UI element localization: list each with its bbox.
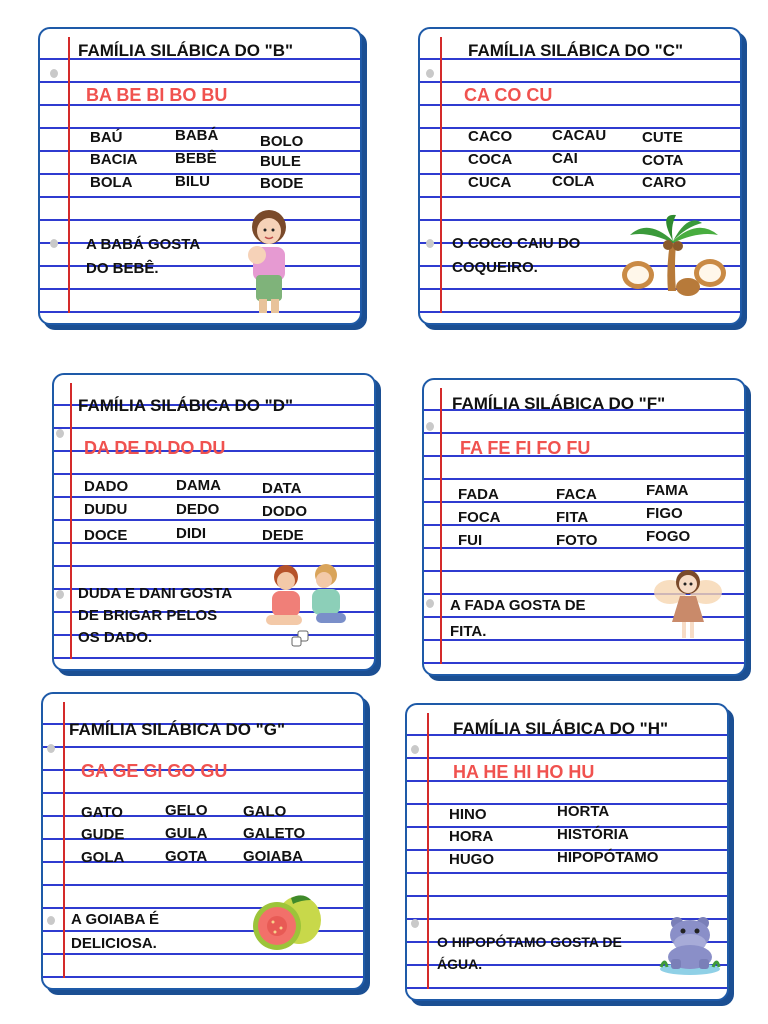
card-f — [422, 378, 746, 676]
word: DUDU — [84, 501, 128, 518]
word: FIGO — [646, 505, 683, 522]
syllables: GA GE GI GO GU — [81, 761, 228, 781]
kids-fighting-illustration — [258, 561, 354, 651]
sentence-line: A GOIABA É — [71, 911, 160, 928]
punch-hole — [426, 599, 434, 608]
syllables: DA DE DI DO DU — [84, 438, 226, 458]
sentence-line: A FADA GOSTA DE — [450, 597, 586, 614]
sentence-line: COQUEIRO. — [452, 259, 538, 276]
sentence-line: O COCO CAIU DO — [452, 235, 581, 252]
sentence-line: ÁGUA. — [437, 956, 483, 972]
punch-hole — [426, 239, 434, 248]
card-title: FAMÍLIA SILÁBICA DO "D" — [78, 396, 294, 415]
word: GELO — [165, 802, 208, 819]
word: BABÁ — [175, 127, 219, 144]
word: DEDE — [262, 527, 304, 544]
word: FOCA — [458, 509, 501, 526]
word: COCA — [468, 151, 513, 168]
syllables: CA CO CU — [464, 85, 553, 105]
word: DOCE — [84, 527, 128, 544]
word: HORA — [449, 828, 494, 845]
word: FUI — [458, 532, 483, 549]
card-title: FAMÍLIA SILÁBICA DO "C" — [468, 41, 684, 60]
word: BOLA — [90, 174, 133, 191]
punch-hole — [426, 69, 434, 78]
word: GALO — [243, 803, 287, 820]
sentence-line: OS DADO. — [78, 629, 153, 646]
card-b — [38, 27, 362, 325]
word: COLA — [552, 173, 595, 190]
word: FACA — [556, 486, 597, 503]
word: GOIABA — [243, 848, 303, 865]
punch-hole — [47, 916, 55, 925]
word: FOTO — [556, 532, 598, 549]
word: GUDE — [81, 826, 125, 843]
word: GATO — [81, 804, 123, 821]
card-g — [41, 692, 365, 990]
card-title: FAMÍLIA SILÁBICA DO "G" — [69, 720, 286, 739]
word: BULE — [260, 153, 301, 170]
word: HORTA — [557, 803, 610, 820]
word: HUGO — [449, 851, 494, 868]
sentence-line: DUDA E DANI GOSTA — [78, 585, 233, 602]
word: DEDO — [176, 501, 220, 518]
word: HIPOPÓTAMO — [557, 849, 659, 866]
punch-hole — [50, 239, 58, 248]
word: DODO — [262, 503, 307, 520]
margin-line — [70, 383, 72, 659]
syllables: FA FE FI FO FU — [460, 438, 591, 458]
word: GULA — [165, 825, 208, 842]
word: CUCA — [468, 174, 512, 191]
word: FADA — [458, 486, 499, 503]
margin-line — [427, 713, 429, 989]
word: CARO — [642, 174, 687, 191]
word: BAÚ — [90, 129, 123, 146]
word: DAMA — [176, 477, 221, 494]
word: FOGO — [646, 528, 691, 545]
card-title: FAMÍLIA SILÁBICA DO "B" — [78, 41, 294, 60]
word: GOLA — [81, 849, 125, 866]
punch-hole — [47, 744, 55, 753]
babysitter-illustration — [243, 205, 295, 315]
punch-hole — [56, 429, 64, 438]
margin-line — [63, 702, 65, 978]
word: BOLO — [260, 133, 304, 150]
guava-illustration — [251, 892, 323, 954]
margin-line — [440, 388, 442, 664]
card-title: FAMÍLIA SILÁBICA DO "F" — [452, 394, 666, 413]
word: DATA — [262, 480, 302, 497]
word: BEBÊ — [175, 150, 217, 167]
word: CUTE — [642, 129, 683, 146]
word: CACAU — [552, 127, 607, 144]
word: HINO — [449, 806, 487, 823]
word: FITA — [556, 509, 589, 526]
word: HISTÓRIA — [557, 826, 629, 843]
sentence-line: DE BRIGAR PELOS — [78, 607, 218, 624]
word: DADO — [84, 478, 129, 495]
sentence-line: A BABÁ GOSTA — [86, 236, 201, 253]
punch-hole — [411, 919, 419, 928]
syllables: BA BE BI BO BU — [86, 85, 228, 105]
card-d — [52, 373, 376, 671]
coconut-palm-illustration — [618, 213, 734, 297]
sentence-line: O HIPOPÓTAMO GOSTA DE — [437, 934, 622, 950]
hippo-illustration — [657, 913, 723, 977]
word: COTA — [642, 152, 684, 169]
punch-hole — [411, 745, 419, 754]
word: DIDI — [176, 525, 206, 542]
word: BACIA — [90, 151, 138, 168]
word: GALETO — [243, 825, 306, 842]
margin-line — [440, 37, 442, 313]
sentence-line: DO BEBÊ. — [86, 260, 159, 277]
punch-hole — [56, 590, 64, 599]
word: CACO — [468, 128, 513, 145]
card-title: FAMÍLIA SILÁBICA DO "H" — [453, 719, 669, 738]
syllables: HA HE HI HO HU — [453, 762, 595, 782]
word: GOTA — [165, 848, 208, 865]
punch-hole — [50, 69, 58, 78]
word: BODE — [260, 175, 304, 192]
punch-hole — [426, 422, 434, 431]
fairy-illustration — [652, 564, 724, 644]
margin-line — [68, 37, 70, 313]
sentence-line: FITA. — [450, 623, 487, 640]
card-c — [418, 27, 742, 325]
card-h — [405, 703, 729, 1001]
word: FAMA — [646, 482, 689, 499]
word: CAI — [552, 150, 578, 167]
sentence-line: DELICIOSA. — [71, 935, 157, 952]
word: BILU — [175, 173, 210, 190]
